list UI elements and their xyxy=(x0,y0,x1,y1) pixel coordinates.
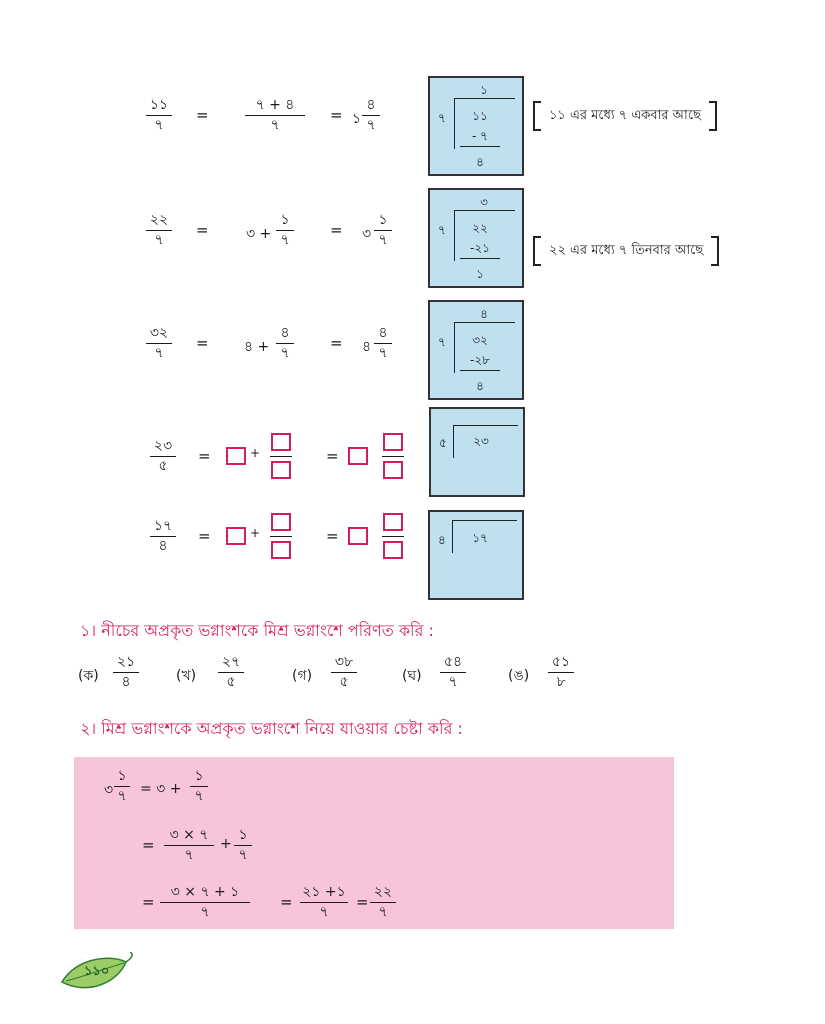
answer-box-whole[interactable] xyxy=(226,447,246,465)
question-2-text: ২। মিশ্র ভগ্নাংশকে অপ্রকৃত ভগ্নাংশে নিয়ে যাওয়ার চেষ্টা করি : xyxy=(80,719,463,738)
long-division-box xyxy=(428,300,524,400)
option-label: (গ) xyxy=(292,668,313,684)
equals-sign: = xyxy=(196,106,209,124)
dividend: ৩২ xyxy=(472,333,488,347)
long-division-box xyxy=(429,407,525,497)
answer-box-denominator[interactable] xyxy=(383,541,403,559)
mid-fraction: ৭ + ৪ ৭ xyxy=(245,97,305,134)
equals-sign: = xyxy=(198,527,211,545)
long-division-box xyxy=(428,76,524,176)
quotient: ১ xyxy=(480,83,488,97)
equals-sign: = xyxy=(280,893,293,911)
dividend: ২৩ xyxy=(473,434,489,448)
divisor: ৭ xyxy=(438,335,446,349)
equals-sign: = xyxy=(356,893,369,911)
equals-sign: = xyxy=(142,836,155,854)
option-fraction: ৩৮ ৫ xyxy=(331,654,357,691)
subtrahend: - ৭ xyxy=(472,129,488,143)
mixed-fraction: ৪ ৭ xyxy=(374,325,392,362)
mixed-whole: ১ xyxy=(352,111,362,127)
quotient: ৩ xyxy=(480,195,488,209)
answer-box-numerator[interactable] xyxy=(271,433,291,451)
equals-sign: = xyxy=(330,334,343,352)
option-label: (ক) xyxy=(78,668,99,684)
equals-sign: = xyxy=(330,221,343,239)
note-bracket xyxy=(533,101,717,131)
equals-sign: = xyxy=(326,527,339,545)
fraction-line xyxy=(382,456,404,457)
option-label: (ঙ) xyxy=(508,668,530,684)
long-division-box xyxy=(428,188,524,288)
mixed-fraction: ১ ৭ xyxy=(374,212,392,249)
dividend: ১১ xyxy=(472,109,488,123)
quotient: ৪ xyxy=(480,307,488,321)
answer-fraction-boxes[interactable] xyxy=(382,513,404,561)
answer-box-numerator[interactable] xyxy=(383,513,403,531)
mid-fraction: ৪ ৭ xyxy=(276,325,294,362)
mid-whole: ৩ + xyxy=(246,226,272,242)
mixed-whole: ৩ xyxy=(362,226,372,242)
subtrahend: -২৮ xyxy=(470,353,490,367)
answer-box-whole[interactable] xyxy=(348,447,368,465)
dividend: ২২ xyxy=(472,221,488,235)
option-fraction: ৫৪ ৭ xyxy=(440,654,466,691)
answer-box-numerator[interactable] xyxy=(383,433,403,451)
expansion-text: = ৩ + xyxy=(140,781,182,797)
subtraction-line xyxy=(460,146,500,147)
mixed-fraction: ১ ৭ xyxy=(114,768,130,805)
remainder: ১ xyxy=(476,267,484,281)
equals-sign: = xyxy=(198,447,211,465)
answer-box-whole[interactable] xyxy=(226,527,246,545)
lhs-fraction: ৩২ ৭ xyxy=(146,325,172,362)
remainder: ৪ xyxy=(476,155,484,169)
fraction: ২২ ৭ xyxy=(370,884,396,921)
subtrahend: -২১ xyxy=(470,241,490,255)
plus-sign: + xyxy=(250,446,261,460)
lhs-fraction: ১১ ৭ xyxy=(146,97,172,134)
option-fraction: ২৭ ৫ xyxy=(218,654,244,691)
plus-sign: + xyxy=(250,526,261,540)
lhs-fraction: ২৩ ৫ xyxy=(150,438,176,475)
fraction: ১ ৭ xyxy=(234,827,252,864)
answer-box-denominator[interactable] xyxy=(271,461,291,479)
mixed-whole: ৪ xyxy=(362,339,372,355)
fraction: ২১ +১ ৭ xyxy=(300,884,348,921)
remainder: ৪ xyxy=(476,379,484,393)
lhs-fraction: ১৭ ৪ xyxy=(150,518,176,555)
mid-whole: ৪ + xyxy=(244,339,270,355)
fraction: ৩ × ৭ + ১ ৭ xyxy=(160,884,250,921)
question-1-text: ১। নীচের অপ্রকৃত ভগ্নাংশকে মিশ্র ভগ্নাংশে পরিণত করি : xyxy=(80,621,434,640)
divisor: ৭ xyxy=(438,223,446,237)
fraction: ১ ৭ xyxy=(190,768,208,805)
divisor: ৭ xyxy=(438,111,446,125)
divisor: ৪ xyxy=(438,533,446,547)
option-fraction: ২১ ৪ xyxy=(113,654,139,691)
lhs-fraction: ২২ ৭ xyxy=(146,212,172,249)
equals-sign: = xyxy=(196,334,209,352)
answer-box-denominator[interactable] xyxy=(383,461,403,479)
equals-sign: = xyxy=(142,893,155,911)
answer-box-whole[interactable] xyxy=(348,527,368,545)
dividend: ১৭ xyxy=(472,531,488,545)
answer-fraction-boxes[interactable] xyxy=(382,433,404,481)
equals-sign: = xyxy=(196,221,209,239)
fraction-line xyxy=(270,536,292,537)
option-fraction: ৫১ ৮ xyxy=(548,654,574,691)
mid-fraction: ১ ৭ xyxy=(276,212,294,249)
mixed-whole: ৩ xyxy=(104,782,114,798)
note-text: ২২ এর মধ্যে ৭ তিনবার আছে xyxy=(549,243,704,258)
note-bracket xyxy=(533,236,719,266)
fraction: ৩ × ৭ ৭ xyxy=(164,827,214,864)
answer-box-numerator[interactable] xyxy=(271,513,291,531)
divisor: ৫ xyxy=(439,436,447,450)
option-label: (খ) xyxy=(176,668,197,684)
plus-sign: + xyxy=(220,836,232,852)
option-label: (ঘ) xyxy=(402,668,422,684)
equals-sign: = xyxy=(330,106,343,124)
note-text: ১১ এর মধ্যে ৭ একবার আছে xyxy=(549,108,701,123)
answer-fraction-boxes[interactable] xyxy=(270,433,292,481)
long-division-box xyxy=(428,510,524,600)
subtraction-line xyxy=(460,370,500,371)
page-number: ১১০ xyxy=(84,964,110,979)
mixed-fraction: ৪ ৭ xyxy=(362,97,380,134)
subtraction-line xyxy=(460,258,500,259)
answer-box-denominator[interactable] xyxy=(271,541,291,559)
answer-fraction-boxes[interactable] xyxy=(270,513,292,561)
fraction-line xyxy=(382,536,404,537)
fraction-line xyxy=(270,456,292,457)
equals-sign: = xyxy=(326,447,339,465)
